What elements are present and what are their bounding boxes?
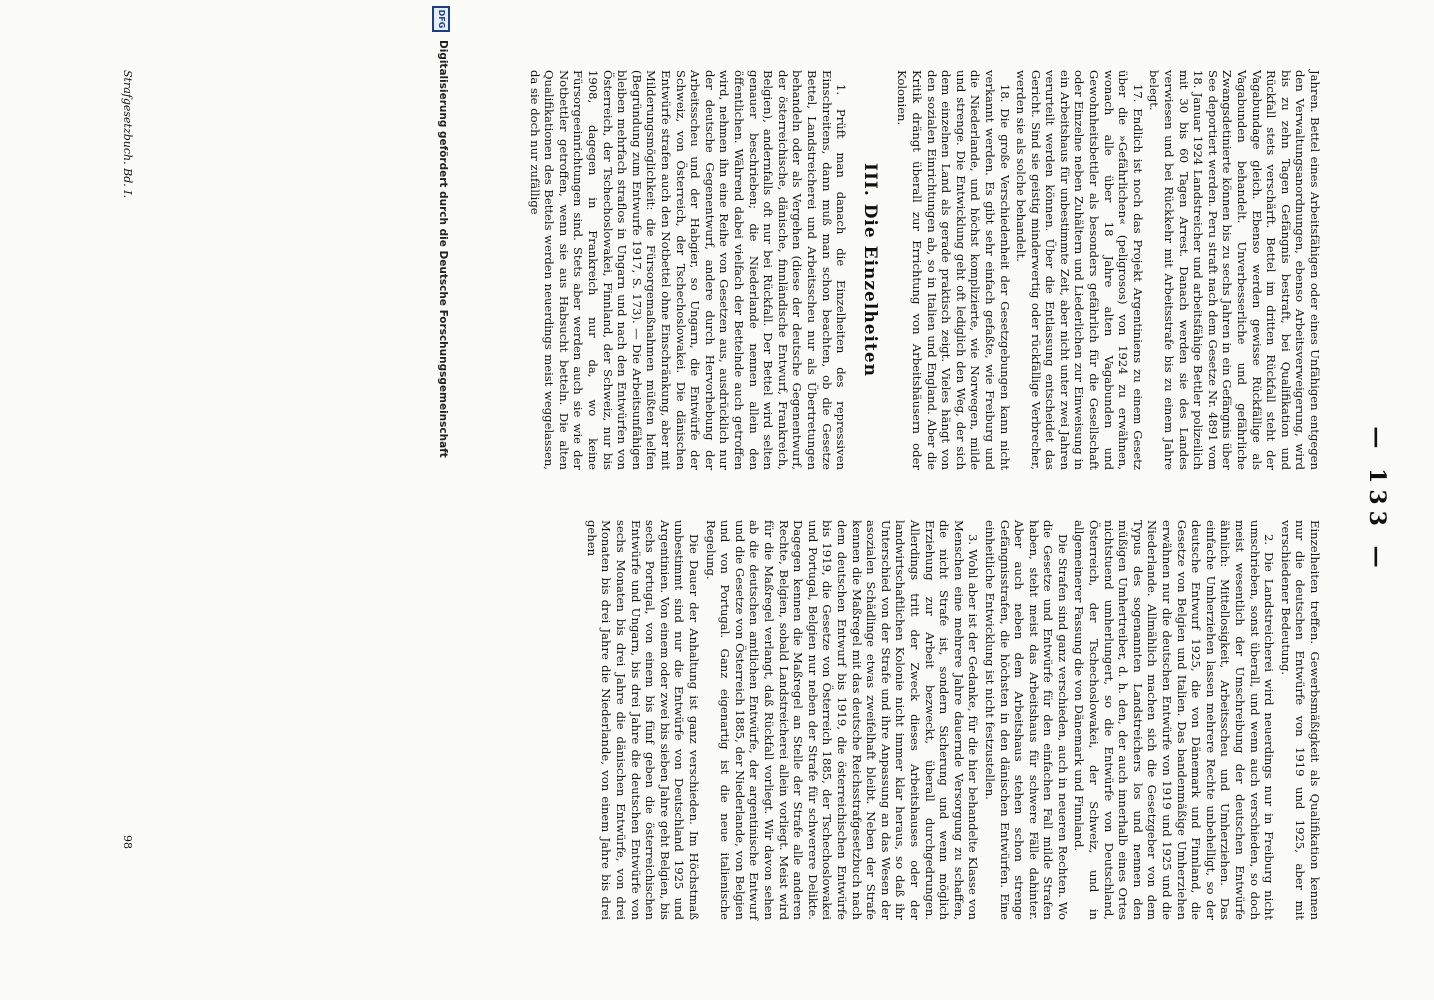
right-column (582, 520, 1322, 920)
dfg-logo-icon: DFG (432, 6, 450, 32)
paragraph: Die Dauer der Anhaltung ist ganz verschieden. Im Höchstmaß unbestimmt sind nur die Entwürfe von Deutschland 1925 und Argentinien. Von einem oder zwei bis sieben Jahre geht Belgien, bis sechs Portugal, von einem bis fünf geben die österreichischen Entwürfe und Ungarn, bis drei Jahre die deutschen Entwürfe von sechs Monaten bis drei Jahre die dänischen Entwürfe, von drei Monaten bis drei Jahre die Niederlande, von einem Jahre bis drei gehen (584, 520, 702, 920)
paragraph: 1. Prüft man danach die Einzelheiten des repressiven Einschreitens, dann muß man schon beachten, ob die Gesetze Bettel, Landstreicherei und Arbeitsscheu nur als Übertretungen behandeln oder als Vergehen (diese der deutsche Gegenentwurf, der österreichische, dänische, finnländische Entwurf, Frankreich, Belgien), andernfalls oft nur bei Rückfall. Der Bettel wird selten genauer beschrieben; die Niederlande nennen allein den öffentlichen. Während dabei vielfach der Bettelnde auch getroffen wird, nehmen ihn eine Reihe von Gesetzen aus, ausdrücklich nur der deutsche Gegenentwurf, andere durch Hervorhebung der Arbeitsscheu und der Habgier, so Ungarn, die Entwürfe der Schweiz, von Österreich, der Tschechoslowakei. Die dänischen Entwürfe strafen auch den Notbettel ohne Einschränkung, aber mit Milderungsmöglichkeit: die Fürsorgemaßnahmen müßten helfen (Begründung zum Entwurfe 1917, S. 173). — Die Arbeitsunfähigen bleiben mehrfach straflos in Ungarn und nach den Entwürfen von Österreich, der Tschechoslowakei, Finnland, der Schweiz, nur bis 1908, dagegen in Frankreich nur da, wo keine Fürsorgeeinrichtungen sind. Stets aber werden auch sie wie der Notbettler getroffen, wenn sie aus Habsucht betteln. Die alten Qualifikationen des Bettels werden neuerdings meist weggelassen, da sie doch nur zufällige (527, 70, 849, 470)
paragraph: 3. Wohl aber ist der Gedanke, für die hier behandelte Klasse von Menschen eine mehrere Jahre dauernde Versorgung zu schaffen, die nicht Strafe ist, sondern Sicherung und wenn möglich Erziehung zur Arbeit bezweckt, überall durchgedrungen. Allerdings tritt der Zweck dieses Arbeitshauses oder der landwirtschaftlichen Kolonie nicht immer klar heraus, so daß ihr Unterschied von der Strafe und ihre Anpassung an das Wesen der asozialen Schädlinge etwas zweifelhaft bleibt. Neben der Strafe kennen die Maßregel mit das deutsche Reichsstrafgesetzbuch nach dem deutschen Entwurf bis 1919, die österreichischen Entwürfe bis 1919, die Gesetze von Österreich 1885, der Tschechoslowakei und Portugal, Belgien nur neben der Strafe für schwerere Delikte. Dagegen kennen die Maßregel an Stelle der Strafe alle anderen Rechte, Belgien, sobald Landstreicherei allein vorliegt. Meist wird für die Maßregel verlangt, daß Rückfall vorliegt. Wir davon sehen ab die deutschen amtlichen Entwürfe, der argentinische Entwurf und die Gesetze von Österreich 1885, der Niederlande, von Belgien und von Portugal. Ganz eigenartig ist die neue italienische Regelung. (703, 520, 981, 920)
paragraph: 17. Endlich ist noch das Projekt Argentiniens zu einem Gesetz über die »Gefährlichen« (peligrosos) von 1924 zu erwähnen, wonach alle über 18 Jahre alten Vagabunden und Gewohnheitsbettler als besonders gefährlich für die Gesellschaft oder Einzelne neben Zuhältern und Liederlichen zur Einweisung in ein Arbeitshaus für unbestimmte Zeit, aber nicht unter zwei Jahren verurteilt werden können. Über die Entlassung entscheidet das Gericht. Sind sie geistig minderwertig oder rückfällige Verbrecher, werden sie als solche behandelt. (1014, 70, 1145, 470)
paragraph: Jahren. Bettel eines Arbeitsfähigen oder eines Unfähigen entgegen den Verwaltungsanordnungen, ebenso Arbeitsverweigerung, wird bis zu zehn Tagen Gefängnis bestraft, bei Qualifikation und Rückfall stets verschärft. Bettel im dritten Rückfall steht der Vagabundage gleich. Ebenso werden gewisse Rückfällige als Vagabunden behandelt. Unverbesserliche und gefährliche Zwangsdetinierte können bis zu sechs Jahren in ein Gefängnis über See deportiert werden. Peru straft nach dem Gesetze Nr. 4891 vom 18. Januar 1924 Landstreicher und arbeitsfähige Bettler polizeilich mit 30 bis 60 Tagen Arrest. Danach werden sie des Landes verwiesen und bei Rückkehr mit Arbeitsstrafe bis zu einem Jahre belegt. (1147, 70, 1322, 470)
digitization-notice (434, 0, 450, 1000)
paragraph: Einzelheiten treffen. Gewerbsmäßigkeit als Qualifikation kennen nur die deutschen Entwürfe von 1919 und 1925, aber mit verschiedener Bedeutung. (1278, 520, 1322, 920)
page-number: — 133 — (1364, 426, 1390, 574)
paragraph: 18. Die große Verschiedenheit der Gesetzgebungen kann nicht verkannt werden. Es gibt sehr einfach gefaßte, wie Freiburg und die Niederlande, und höchst komplizierte, wie Norwegen, milde und strenge. Die Entwicklung geht oft lediglich den Weg, der sich dem einzelnen Land als gerade praktisch zeigt. Vieles hängt von den sozialen Einrichtungen ab, so in Italien und England. Aber die Kritik drängt überall zur Errichtung von Arbeitshäusern oder Kolonien. (895, 70, 1012, 470)
section-heading: III. Die Einzelheiten (859, 163, 880, 377)
paragraph: 2. Die Landstreicherei wird neuerdings nur in Freiburg nicht umschrieben, sonst überall, und wenn auch verschieden, so doch meist wesentlich der Umschreibung der deutschen Entwürfe ähnlich: Mittellosigkeit, Arbeitsscheu und Umherziehen. Das einfache Umherziehen lassen mehrere Rechte unbehelligt, so der deutsche Entwurf 1925, die von Dänemark und Finnland, die Gesetze von Belgien und Italien. Das bandenmäßige Umherziehen erwähnen nur die deutschen Entwürfe von 1919 und 1925 und die Niederlande. Allmählich machen sich die Gesetzgeber von dem Typus des sogenannten Landstreichers los und nennen den müßigen Umhertreiber, d. h. den, der auch innerhalb eines Ortes nichtstuend umherlungert, so die Entwürfe von Deutschland, Österreich, der Tschechoslowakei, der Schweiz, und in allgemeinerer Fassung die von Dänemark und Finnland. (1072, 520, 1277, 920)
paragraph: Die Strafen sind ganz verschieden, auch in neueren Rechten. Wo die Gesetze und Entwürfe für den einfachen Fall milde Strafen haben, steht meist das Arbeitshaus für schwere Fälle dahinter. Aber auch neben dem Arbeitshaus stehen schon strenge Gefängnisstrafen, die höchsten in den dänischen Entwürfen. Eine einheitliche Entwicklung ist nicht festzustellen. (982, 520, 1070, 920)
footer-signature: 98 (121, 835, 134, 849)
footer-source: Strafgesetzbuch. Bd. I. (121, 70, 134, 199)
left-column (525, 70, 1322, 470)
digitization-text: Digitalisierung gefördert durch die Deutsche Forschungsgemeinschaft (437, 40, 449, 458)
